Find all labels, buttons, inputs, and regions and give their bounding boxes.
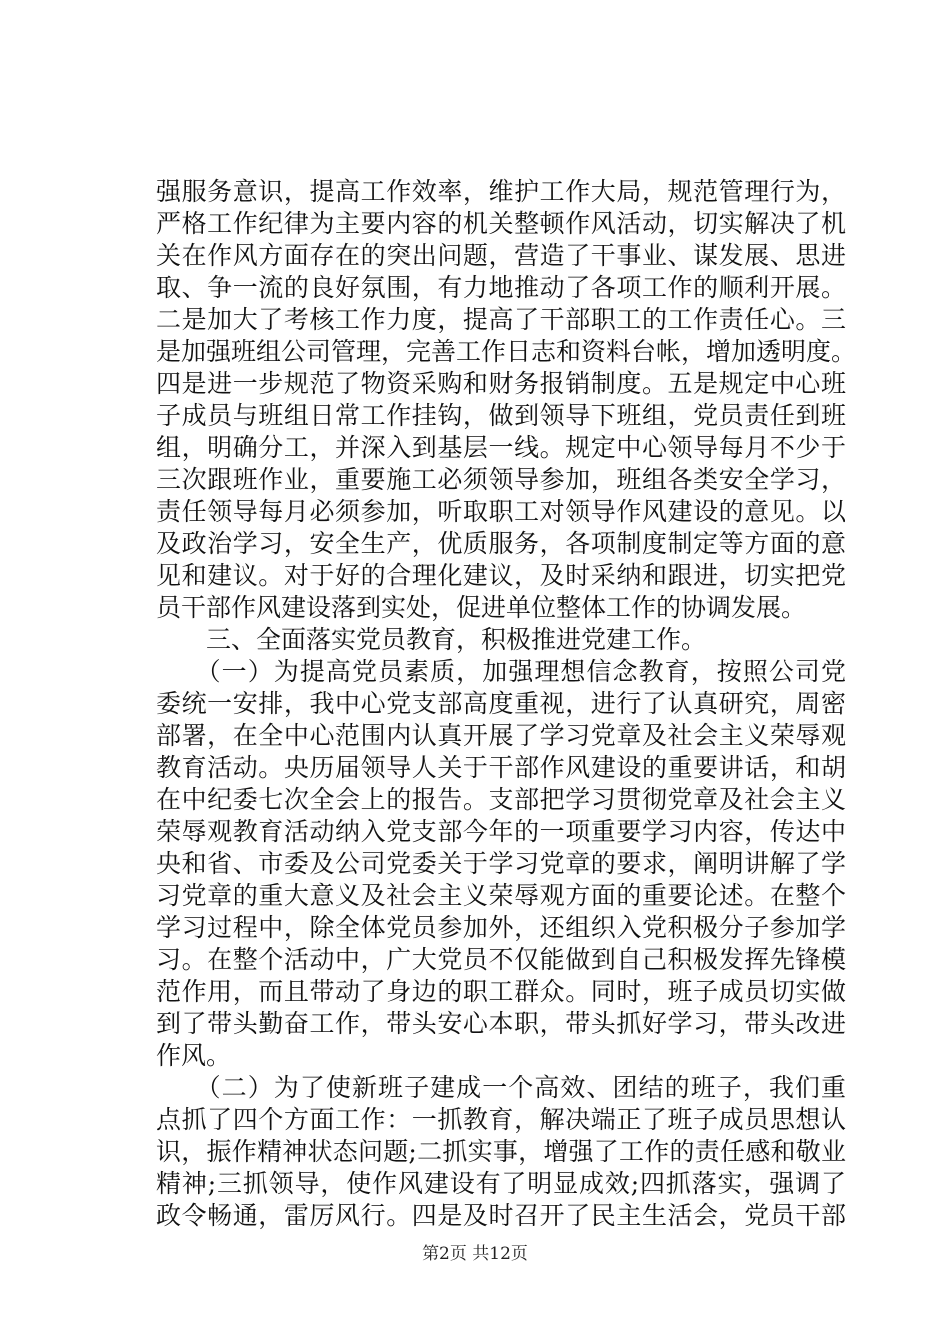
body-text-line: （一）为提高党员素质，加强理想信念教育，按照公司党 (156, 657, 846, 686)
body-text-line: 见和建议。对于好的合理化建议，及时采纳和跟进，切实把党 (156, 561, 846, 590)
body-text-line: 部署，在全中心范围内认真开展了学习党章及社会主义荣辱观 (156, 721, 846, 750)
body-text-line: 委统一安排，我中心党支部高度重视，进行了认真研究，周密 (156, 689, 846, 718)
body-text-line: 子成员与班组日常工作挂钩，做到领导下班组，党员责任到班 (156, 401, 846, 430)
body-text-line: 识，振作精神状态问题;二抓实事，增强了工作的责任感和敬业 (156, 1137, 846, 1166)
body-text-line: 点抓了四个方面工作：一抓教育，解决端正了班子成员思想认 (156, 1105, 846, 1134)
body-text-line: 范作用，而且带动了身边的职工群众。同时，班子成员切实做 (156, 977, 846, 1006)
body-text-line: 取、争一流的良好氛围，有力地推动了各项工作的顺利开展。 (156, 273, 846, 302)
body-text-line: 教育活动。央历届领导人关于干部作风建设的重要讲话，和胡 (156, 753, 846, 782)
body-text-line: 荣辱观教育活动纳入党支部今年的一项重要学习内容，传达中 (156, 817, 846, 846)
body-text-line: 四是进一步规范了物资采购和财务报销制度。五是规定中心班 (156, 369, 846, 398)
body-text-line: 责任领导每月必须参加，听取职工对领导作风建设的意见。以 (156, 497, 846, 526)
body-text-line: （二）为了使新班子建成一个高效、团结的班子，我们重 (156, 1073, 846, 1102)
body-text-line: 学习过程中，除全体党员参加外，还组织入党积极分子参加学 (156, 913, 846, 942)
body-text-line: 是加强班组公司管理，完善工作日志和资料台帐，增加透明度。 (156, 337, 857, 366)
page-number-footer: 第2页 共12页 (422, 1244, 528, 1264)
body-text-line: 三次跟班作业，重要施工必须领导参加，班组各类安全学习， (156, 465, 846, 494)
body-text-line: 习党章的重大意义及社会主义荣辱观方面的重要论述。在整个 (156, 881, 846, 910)
body-text-line: 政令畅通，雷厉风行。四是及时召开了民主生活会，党员干部 (156, 1201, 846, 1230)
body-text-line: 严格工作纪律为主要内容的机关整顿作风活动，切实解决了机 (156, 209, 846, 238)
body-text-line: 及政治学习，安全生产，优质服务，各项制度制定等方面的意 (156, 529, 846, 558)
body-text-line: 二是加大了考核工作力度，提高了干部职工的工作责任心。三 (156, 305, 846, 334)
body-text-line: 员干部作风建设落到实处，促进单位整体工作的协调发展。 (156, 593, 807, 622)
body-text-line: 精神;三抓领导，使作风建设有了明显成效;四抓落实，强调了 (156, 1169, 846, 1198)
body-text-line: 央和省、市委及公司党委关于学习党章的要求，阐明讲解了学 (156, 849, 846, 878)
section-heading: 三、全面落实党员教育，积极推进党建工作。 (156, 625, 707, 654)
body-text-line: 到了带头勤奋工作，带头安心本职，带头抓好学习，带头改进 (156, 1009, 846, 1038)
body-text-line: 关在作风方面存在的突出问题，营造了干事业、谋发展、思进 (156, 241, 846, 270)
body-text-line: 在中纪委七次全会上的报告。支部把学习贯彻党章及社会主义 (156, 785, 846, 814)
body-text-line: 强服务意识，提高工作效率，维护工作大局，规范管理行为， (156, 177, 846, 206)
body-text-line: 作风。 (156, 1041, 232, 1070)
body-text-line: 习。在整个活动中，广大党员不仅能做到自己积极发挥先锋模 (156, 945, 846, 974)
body-text-line: 组，明确分工，并深入到基层一线。规定中心领导每月不少于 (156, 433, 846, 462)
